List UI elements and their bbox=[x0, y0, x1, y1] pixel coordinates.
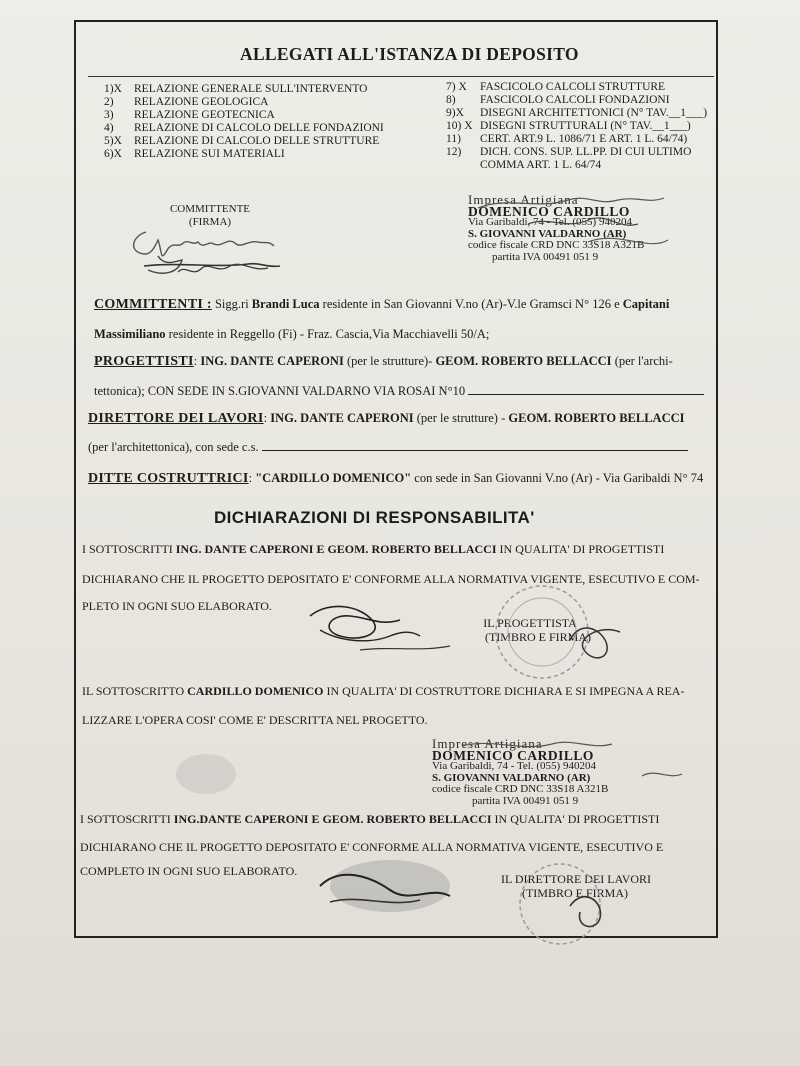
progettista-stamp-signature bbox=[300, 580, 660, 690]
page-title: ALLEGATI ALL'ISTANZA DI DEPOSITO bbox=[240, 44, 579, 64]
smudge bbox=[176, 754, 236, 794]
progettista-sign-label: IL PROGETTISTA bbox=[483, 616, 577, 630]
attachment-item: 7) X FASCICOLO CALCOLI STRUTTURE bbox=[446, 81, 666, 93]
progettisti-line-1: PROGETTISTI: ING. DANTE CAPERONI (per le strutture)- GEOM. ROBERTO BELLACCI (per l'archi- bbox=[94, 354, 673, 369]
impresa-stamp-2: Impresa Artigiana DOMENICO CARDILLO Via Garibaldi, 74 - Tel. (055) 940204 S. GIOVANNI VALDARNO (AR) codice fiscale CRD DNC 33S18 A321B partita IVA 00491 051 9 bbox=[432, 736, 609, 807]
direttore-sign-label: IL DIRETTORE DEI LAVORI bbox=[500, 872, 652, 886]
decl1-line-1: I SOTTOSCRITTI ING. DANTE CAPERONI E GEOM. ROBERTO BELLACCI IN QUALITA' DI PROGETTISTI bbox=[82, 542, 665, 556]
attachment-item: 8) FASCICOLO CALCOLI FONDAZIONI bbox=[446, 94, 670, 106]
decl2-line-2: LIZZARE L'OPERA COSI' COME E' DESCRITTA NEL PROGETTO. bbox=[82, 713, 428, 727]
decl2-line-1: IL SOTTOSCRITTO CARDILLO DOMENICO IN QUALITA' DI COSTRUTTORE DICHIARA E SI IMPEGNA A REA- bbox=[82, 684, 685, 698]
decl1-line-2: DICHIARANO CHE IL PROGETTO DEPOSITATO E' CONFORME ALLA NORMATIVA VIGENTE, ESECUTIVO E COM- bbox=[82, 572, 700, 586]
impresa-signature-2 bbox=[432, 736, 692, 816]
attachment-item: 10) X DISEGNI STRUTTURALI (N° TAV.__1___) bbox=[446, 120, 691, 132]
attachment-item: 9)X DISEGNI ARCHITETTONICI (N° TAV.__1___) bbox=[446, 107, 708, 119]
decl3-line-2: DICHIARANO CHE IL PROGETTO DEPOSITATO E' CONFORME ALLA NORMATIVA VIGENTE, ESECUTIVO E bbox=[80, 840, 664, 854]
decl1-line-3: PLETO IN OGNI SUO ELABORATO. bbox=[82, 599, 272, 613]
direttore-sign-sub: (TIMBRO E FIRMA) bbox=[521, 886, 628, 900]
progettista-sign-sub: (TIMBRO E FIRMA) bbox=[484, 630, 591, 644]
ditte-line: DITTE COSTRUTTRICI: "CARDILLO DOMENICO" con sede in San Giovanni V.no (Ar) - Via Garibaldi N° 74 bbox=[88, 471, 704, 486]
attachment-item: 12) DICH. CONS. SUP. LL.PP. DI CUI ULTIMO bbox=[446, 146, 692, 158]
committente-signature bbox=[118, 222, 298, 284]
direttore-line-1: DIRETTORE DEI LAVORI: ING. DANTE CAPERONI (per le strutture) - GEOM. ROBERTO BELLACCI bbox=[88, 411, 685, 426]
impresa-stamp: Impresa Artigiana DOMENICO CARDILLO Via Garibaldi, 74 - Tel. (055) 940204 S. GIOVANNI VALDARNO (AR) codice fiscale CRD DNC 33S18 A321B partita IVA 00491 051 9 bbox=[468, 192, 645, 263]
attachment-item: 1)X RELAZIONE GENERALE SULL'INTERVENTO bbox=[104, 83, 368, 95]
attachment-item: 6)X RELAZIONE SUI MATERIALI bbox=[104, 148, 285, 160]
committenti-line-1: COMMITTENTI : Sigg.ri Brandi Luca residente in San Giovanni V.no (Ar)-V.le Gramsci N° 126 e Capitani bbox=[94, 297, 670, 312]
impresa-signature bbox=[468, 190, 678, 280]
committente-label: COMMITTENTE bbox=[169, 203, 251, 215]
title-rule bbox=[88, 76, 714, 77]
committenti-line-2: Massimiliano residente in Reggello (Fi) - Fraz. Cascia,Via Macchiavelli 50/A; bbox=[94, 327, 490, 341]
attachment-item: 2) RELAZIONE GEOLOGICA bbox=[104, 96, 269, 108]
attachment-item: 3) RELAZIONE GEOTECNICA bbox=[104, 109, 275, 121]
dichiarazioni-title: DICHIARAZIONI DI RESPONSABILITA' bbox=[214, 508, 535, 527]
decl3-line-3: COMPLETO IN OGNI SUO ELABORATO. bbox=[80, 864, 298, 878]
attachment-item: COMMA ART. 1 L. 64/74 bbox=[480, 159, 602, 171]
progettisti-line-2: tettonica); CON SEDE IN S.GIOVANNI VALDARNO VIA ROSAI N°10 bbox=[94, 384, 704, 398]
direttore-line-2: (per l'architettonica), con sede c.s. bbox=[88, 440, 688, 454]
attachment-item: 4) RELAZIONE DI CALCOLO DELLE FONDAZIONI bbox=[104, 122, 384, 134]
attachment-item: 11) CERT. ART.9 L. 1086/71 E ART. 1 L. 64/74) bbox=[446, 133, 688, 145]
committente-sub: (FIRMA) bbox=[188, 216, 232, 228]
decl3-line-1: I SOTTOSCRITTI ING.DANTE CAPERONI E GEOM. ROBERTO BELLACCI IN QUALITA' DI PROGETTISTI bbox=[80, 812, 660, 826]
attachment-item: 5)X RELAZIONE DI CALCOLO DELLE STRUTTURE bbox=[104, 135, 380, 147]
direttore-stamp-signature bbox=[300, 846, 680, 956]
